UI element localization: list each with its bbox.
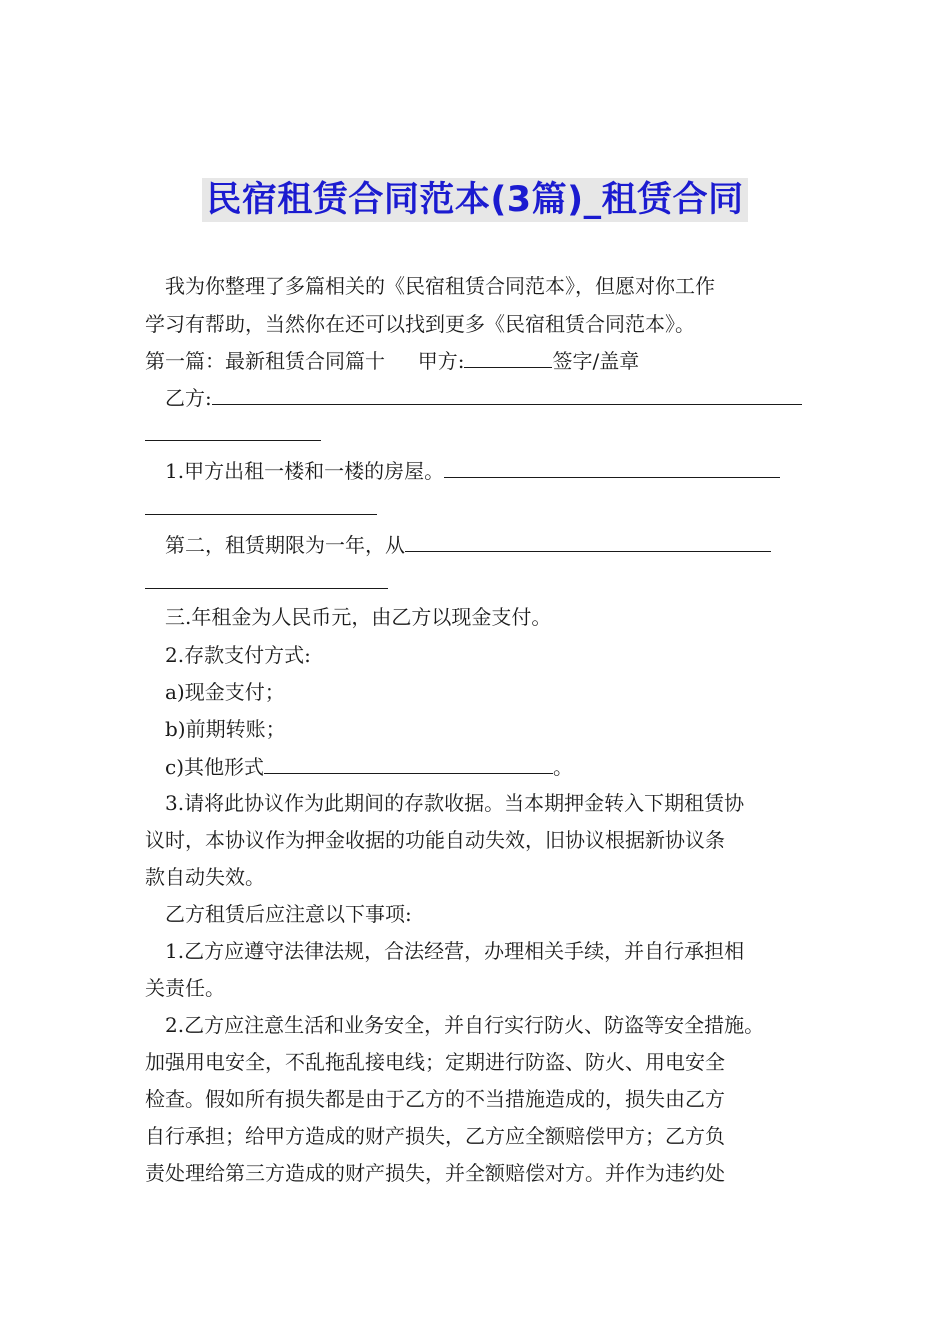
intro-line-2: 学习有帮助，当然你在还可以找到更多《民宿租赁合同范本》。 (145, 312, 695, 336)
item1-line (165, 455, 810, 486)
document-title: 民宿租赁合同范本(3篇)_租赁合同 (202, 178, 747, 222)
deposit-line-2: 议时，本协议作为押金收据的功能自动失效，旧协议根据新协议条 (145, 828, 725, 852)
item1-blank-2 (145, 492, 377, 515)
note1-line-1: 1.乙方应遵守法律法规，合法经营，办理相关手续，并自行承担相 (165, 939, 745, 963)
item2-text: 第二，租赁期限为一年，从 (165, 533, 405, 557)
payment-option-a: a)现金支付； (165, 680, 285, 704)
item2-blank-2 (145, 566, 388, 589)
section1-line (145, 345, 815, 376)
item1-blank-cont (145, 492, 815, 523)
party-b-blank (212, 382, 802, 405)
note1-line-2: 关责任。 (145, 976, 225, 1000)
note2-line-4: 自行承担；给甲方造成的财产损失，乙方应全额赔偿甲方；乙方负 (145, 1124, 725, 1148)
intro-line-1: 我为你整理了多篇相关的《民宿租赁合同范本》，但愿对你工作 (165, 274, 715, 298)
party-b-line (165, 382, 810, 413)
payment-heading: 2.存款支付方式: (165, 643, 311, 667)
payment-option-b: b)前期转账； (165, 717, 286, 741)
sign-label: 签字/盖章 (552, 349, 640, 373)
note2-line-2: 加强用电安全，不乱拖乱接电线；定期进行防盗、防火、用电安全 (145, 1050, 725, 1074)
deposit-line-1: 3.请将此协议作为此期间的存款收据。当本期押金转入下期租赁协 (165, 791, 745, 815)
payment-option-c-end: 。 (553, 755, 574, 779)
payment-option-c-blank (264, 751, 553, 774)
payment-option-c-line (165, 751, 835, 782)
note2-line-3: 检查。假如所有损失都是由于乙方的不当措施造成的，损失由乙方 (145, 1087, 725, 1111)
item1-blank (444, 455, 780, 478)
deposit-line-3: 款自动失效。 (145, 865, 265, 889)
notes-heading: 乙方租赁后应注意以下事项: (165, 902, 412, 926)
item1-text: 1.甲方出租一楼和一楼的房屋。 (165, 459, 445, 483)
title-container (0, 178, 950, 222)
note2-line-5: 责处理给第三方造成的财产损失，并全额赔偿对方。并作为违约处 (145, 1161, 725, 1185)
party-a-label: 甲方: (417, 349, 465, 373)
party-a-blank (464, 345, 552, 368)
payment-option-c: c)其他形式 (165, 755, 265, 779)
item3-line: 三.年租金为人民币元，由乙方以现金支付。 (165, 605, 552, 629)
section1-heading: 第一篇：最新租赁合同篇十 (145, 349, 385, 373)
item2-line (165, 529, 810, 560)
party-b-label: 乙方: (165, 386, 212, 410)
note2-line-1: 2.乙方应注意生活和业务安全，并自行实行防火、防盗等安全措施。 (165, 1013, 765, 1037)
party-b-blank-cont (145, 418, 815, 449)
item2-blank-cont (145, 566, 815, 597)
party-b-blank-2 (145, 418, 321, 441)
item2-blank (405, 529, 771, 552)
